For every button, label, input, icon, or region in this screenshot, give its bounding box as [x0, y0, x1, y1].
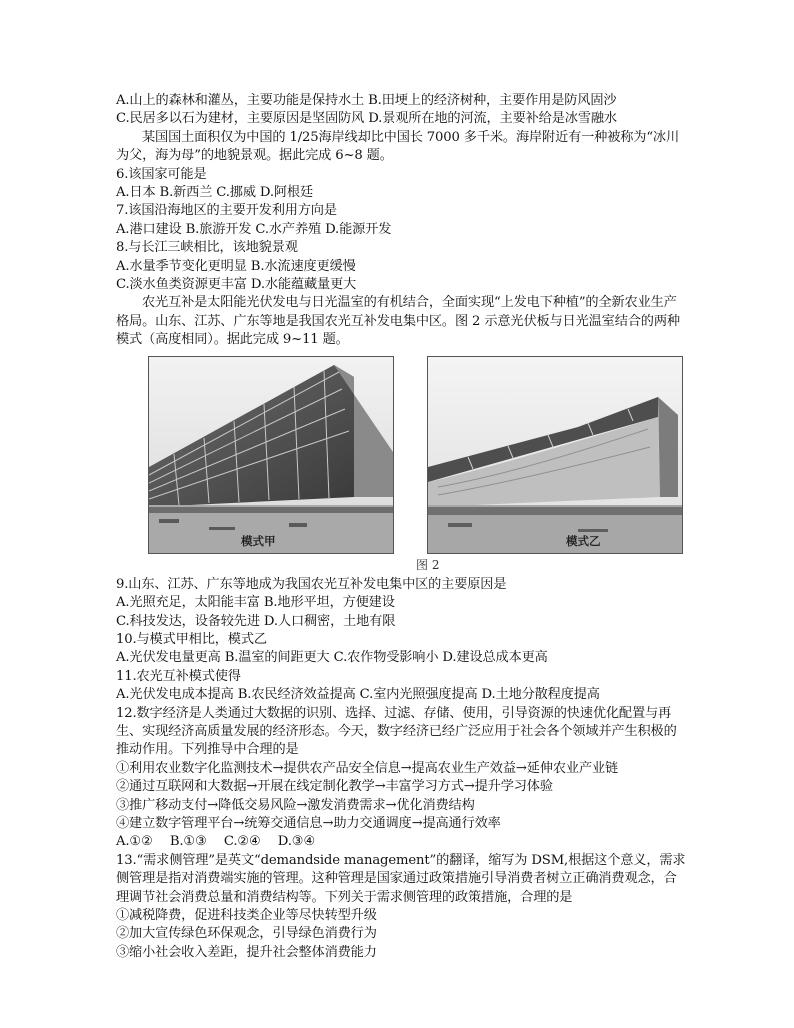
question-13-item: ③缩小社会收入差距，提升社会整体消费能力: [116, 944, 377, 960]
question-6: 6.该国家可能是: [116, 166, 207, 182]
passage-9-11: 农光互补是太阳能光伏发电与日光温室的有机结合，全面实现“上发电下种植”的全新农业生产格局。山东、江苏、广东等地是我国农光互补发电集中区。图 2 示意光伏板与日光温室结合的两种模式（高度相同）。据此完成 9~11 题。: [116, 295, 680, 348]
question-11: 11.农光互补模式使得: [116, 668, 241, 684]
question-7-options: A.港口建设 B.旅游开发 C.水产养殖 D.能源开发: [116, 221, 392, 237]
question-9: 9.山东、江苏、广东等地成为我国农光互补发电集中区的主要原因是: [116, 576, 507, 592]
question-12-item: ①利用农业数字化监测技术→提供农产品安全信息→提高农业生产效益→延伸农业产业链: [116, 760, 619, 776]
question-12-stem: 12.数字经济是人类通过大数据的识别、选择、过滤、存储、使用，引导资源的快速优化配置与再生、实现经济高质量发展的经济形态。今天，数字经济已经广泛应用于社会各个领域并产生积极的推动作用。下列推导中合理的是: [116, 705, 677, 758]
caption-mode-a: 模式甲: [241, 533, 276, 548]
photo-mode-a: [148, 356, 394, 554]
question-9-options-ab: A.光照充足，太阳能丰富 B.地形平坦，方便建设: [116, 595, 395, 611]
question-8: 8.与长江三峡相比，该地貌景观: [116, 240, 298, 256]
question-13-item: ②加大宣传绿色环保观念，引导绿色消费行为: [116, 926, 377, 942]
question-12-item: ④建立数字管理平台→统筹交通信息→助力交通调度→提高通行效率: [116, 815, 501, 831]
question-12-item: ③推广移动支付→降低交易风险→激发消费需求→优化消费结构: [116, 797, 475, 813]
question-6-options: A.日本 B.新西兰 C.挪威 D.阿根廷: [116, 185, 314, 201]
figure-2: [116, 356, 686, 556]
question-12-item: ②通过互联网和大数据→开展在线定制化教学→丰富学习方式→提升学习体验: [116, 779, 553, 795]
question-10-options: A.光伏发电量更高 B.温室的间距更大 C.农作物受影响小 D.建设总成本更高: [116, 650, 548, 666]
question-10: 10.与模式甲相比，模式乙: [116, 631, 267, 647]
caption-mode-b: 模式乙: [566, 533, 601, 548]
text-line: A.山上的森林和灌丛，主要功能是保持水土 B.田埂上的经济树种，主要作用是防风固沙: [116, 93, 617, 108]
figure-label: 图 2: [416, 557, 440, 572]
question-12-options: A.①② B.①③ C.②④ D.③④: [116, 834, 316, 850]
passage-6-8: 某国国土面积仅为中国的 1/25海岸线却比中国长 7000 多千米。海岸附近有一种被称为“冰川为父，海为母”的地貌景观。据此完成 6~8 题。: [116, 129, 680, 164]
text-line: C.民居多以石为建材，主要原因是坚固防风 D.景观所在地的河流，主要补给是冰雪融水: [116, 111, 617, 127]
question-9-options-cd: C.科技发达，设备较先进 D.人口稠密，土地有限: [116, 613, 396, 629]
question-11-options: A.光伏发电成本提高 B.农民经济效益提高 C.室内光照强度提高 D.土地分散程度提高: [116, 687, 600, 703]
photo-mode-b: [427, 356, 683, 554]
question-7: 7.该国沿海地区的主要开发利用方向是: [116, 203, 337, 219]
exam-page: [116, 92, 686, 962]
question-8-options-cd: C.淡水鱼类资源更丰富 D.水能蕴藏量更大: [116, 277, 357, 293]
question-13-stem: 13.“需求侧管理”是英文“demandside management”的翻译，缩写为 DSM,根据这个意义，需求侧管理是指对消费端实施的管理。这种管理是国家通过政策措施引导消费者树立正确消费观念，合理调节社会消费总量和消费结构等。下列关于需求侧管理的政策措施，合理的是: [116, 852, 686, 905]
question-8-options-ab: A.水量季节变化更明显 B.水流速度更缓慢: [116, 258, 356, 274]
question-13-item: ①减税降费，促进科技类企业等尽快转型升级: [116, 908, 377, 923]
